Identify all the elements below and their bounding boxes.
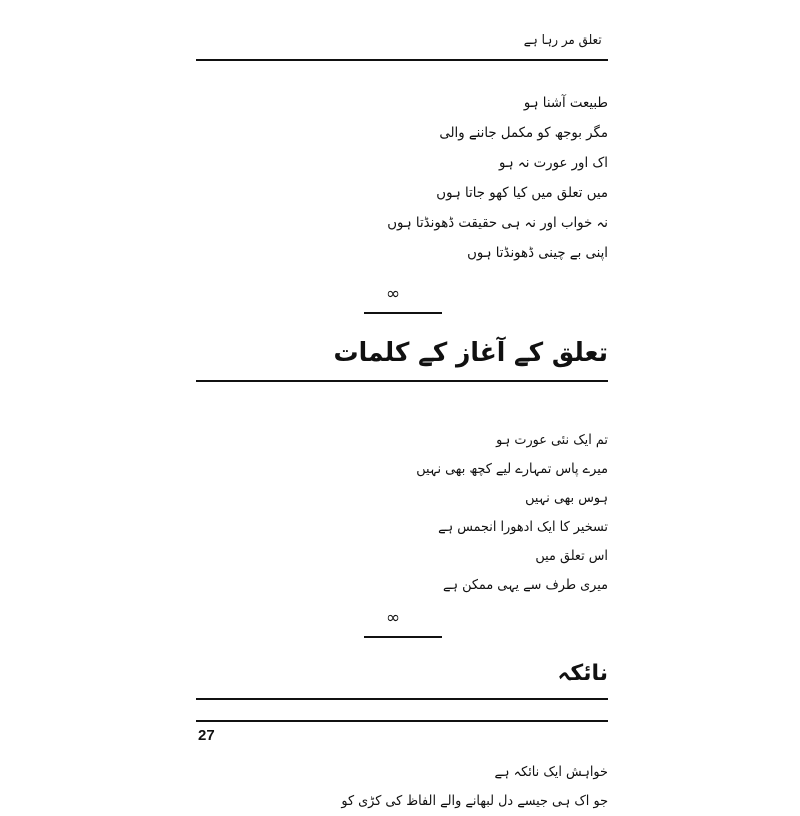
- section-separator-one: [196, 284, 608, 330]
- spacer: [196, 600, 608, 608]
- section-separator-two: [196, 608, 608, 654]
- verse-line: میری طرف سے یہی ممکن ہے: [442, 577, 608, 593]
- verse-block-three: [196, 758, 608, 816]
- footer-rule: [196, 720, 608, 722]
- spacer: [196, 700, 608, 758]
- verse-line: تسخیر کا ایک ادھورا انجمس ہے: [438, 519, 608, 535]
- verse-line: خواہش ایک نائکہ ہے: [494, 764, 608, 780]
- infinity-ornament-icon: ∞: [386, 284, 400, 304]
- verse-line: اک اور عورت نہ ہو: [499, 155, 608, 171]
- verse-line: جو اک ہی جیسے دل لبھانے والے الفاظ کی کڑی کو: [341, 793, 608, 809]
- verse-block-two: [196, 426, 608, 600]
- verse-line: اس تعلق میں: [535, 548, 608, 564]
- verse-line: تم ایک نئی عورت ہو: [496, 432, 608, 448]
- section-heading-taalluq: تعلق کے آغاز کے کلمات: [333, 338, 608, 368]
- verse-line: نہ خواب اور نہ ہی حقیقت ڈھونڈتا ہوں: [387, 215, 608, 231]
- infinity-ornament-icon: ∞: [386, 608, 400, 628]
- running-header-title: تعلق مر رہا ہے: [524, 33, 602, 48]
- header-rule: [196, 59, 608, 61]
- page-number: 27: [198, 727, 215, 744]
- spacer: [196, 382, 608, 426]
- verse-line: اپنی بے چینی ڈھونڈتا ہوں: [467, 245, 608, 261]
- section-heading-naaika: نائکہ: [557, 661, 608, 686]
- separator-rule: [364, 636, 442, 638]
- running-header: [196, 26, 608, 60]
- verse-line: ہوس بھی نہیں: [525, 490, 608, 506]
- verse-line: میرے پاس تمہارے لیے کچھ بھی نہیں: [416, 461, 608, 477]
- separator-rule: [364, 312, 442, 314]
- verse-line: میں تعلق میں کیا کھو جاتا ہوں: [436, 185, 608, 201]
- spacer: [196, 60, 608, 88]
- verse-block-one: [196, 88, 608, 268]
- verse-line: مگر بوجھ کو مکمل جاننے والی: [439, 125, 608, 141]
- spacer: [196, 268, 608, 284]
- page-text-block: [196, 26, 608, 809]
- verse-line: طبیعت آشنا ہو: [523, 95, 608, 111]
